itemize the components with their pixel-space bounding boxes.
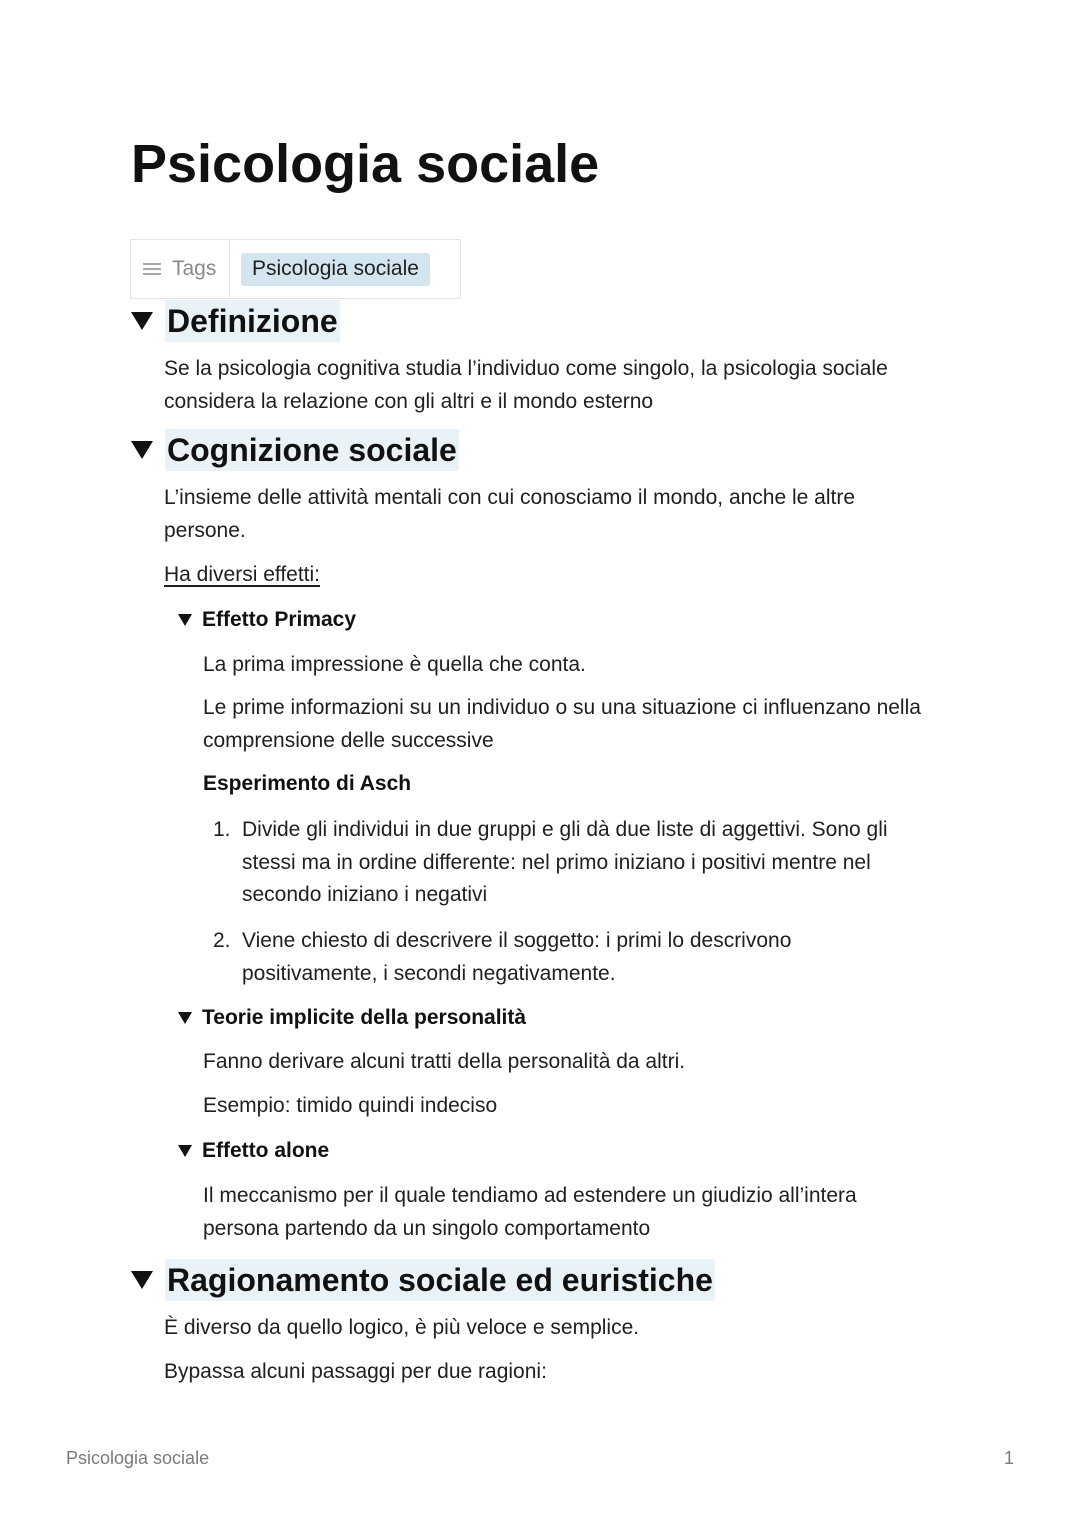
primacy-paragraph-2-line-1: Le prime informazioni su un individuo o su una situazione ci influenzano nella <box>203 696 921 719</box>
tag-pill[interactable]: Psicologia sociale <box>241 253 430 286</box>
toggle-triangle-icon[interactable] <box>178 614 192 626</box>
primacy-paragraph-2-line-2: comprensione delle successive <box>203 729 494 752</box>
list-number: 1. <box>213 818 231 841</box>
tags-property-value[interactable] <box>230 240 460 298</box>
effects-intro: Ha diversi effetti: <box>164 563 321 586</box>
ragionamento-paragraph-1: È diverso da quello logico, è più veloce e semplice. <box>164 1316 640 1339</box>
teorie-paragraph-1: Fanno derivare alcuni tratti della personalità da altri. <box>203 1050 686 1073</box>
alone-line-1: Il meccanismo per il quale tendiamo ad estendere un giudizio all’intera <box>203 1184 857 1207</box>
step-1-line-3: secondo iniziano i negativi <box>242 883 488 906</box>
toggle-cognizione-sociale[interactable] <box>131 429 459 471</box>
toggle-definizione[interactable] <box>131 300 340 342</box>
step-1-line-1: Divide gli individui in due gruppi e gli dà due liste di aggettivi. Sono gli <box>242 818 888 841</box>
toggle-triangle-icon[interactable] <box>178 1145 192 1157</box>
primacy-paragraph-1: La prima impressione è quella che conta. <box>203 653 586 676</box>
experiment-title: Esperimento di Asch <box>203 772 412 795</box>
tags-property-label[interactable] <box>131 240 230 298</box>
page-title: Psicologia sociale <box>131 134 600 194</box>
cognizione-line-2: persone. <box>164 519 246 542</box>
toggle-ragionamento-sociale[interactable] <box>131 1259 715 1301</box>
definizione-line-2: considera la relazione con gli altri e il mondo esterno <box>164 390 654 413</box>
heading-teorie-implicite: Teorie implicite della personalità <box>202 1006 527 1029</box>
toggle-effetto-primacy[interactable] <box>178 608 356 632</box>
tags-property-row <box>130 239 461 299</box>
step-2-line-2: positivamente, i secondi negativamente. <box>242 962 616 985</box>
heading-effetto-primacy: Effetto Primacy <box>202 608 357 631</box>
toggle-triangle-icon[interactable] <box>178 1012 192 1024</box>
toggle-triangle-icon[interactable] <box>131 1271 153 1289</box>
toggle-triangle-icon[interactable] <box>131 441 153 459</box>
step-2-line-1: Viene chiesto di descrivere il soggetto: i primi lo descrivono <box>242 929 792 952</box>
ragionamento-paragraph-2: Bypassa alcuni passaggi per due ragioni: <box>164 1360 547 1383</box>
toggle-triangle-icon[interactable] <box>131 312 153 330</box>
heading-ragionamento-sociale: Ragionamento sociale ed euristiche <box>165 1259 715 1301</box>
definizione-line-1: Se la psicologia cognitiva studia l’individuo come singolo, la psicologia sociale <box>164 357 888 380</box>
toggle-teorie-implicite[interactable] <box>178 1006 526 1030</box>
footer-page-number: 1 <box>1003 1448 1014 1468</box>
tags-label-text: Tags <box>172 257 217 280</box>
toggle-effetto-alone[interactable] <box>178 1139 329 1163</box>
step-1-line-2: stessi ma in ordine differente: nel primo iniziano i positivi mentre nel <box>242 851 871 874</box>
list-number: 2. <box>213 929 231 952</box>
heading-effetto-alone: Effetto alone <box>202 1139 330 1162</box>
list-icon <box>143 262 161 276</box>
heading-definizione: Definizione <box>165 300 340 342</box>
heading-cognizione-sociale: Cognizione sociale <box>165 429 459 471</box>
footer-document-name: Psicologia sociale <box>66 1448 210 1468</box>
teorie-paragraph-2: Esempio: timido quindi indeciso <box>203 1094 498 1117</box>
cognizione-line-1: L’insieme delle attività mentali con cui conosciamo il mondo, anche le altre <box>164 486 856 509</box>
alone-line-2: persona partendo da un singolo comportamento <box>203 1217 651 1240</box>
